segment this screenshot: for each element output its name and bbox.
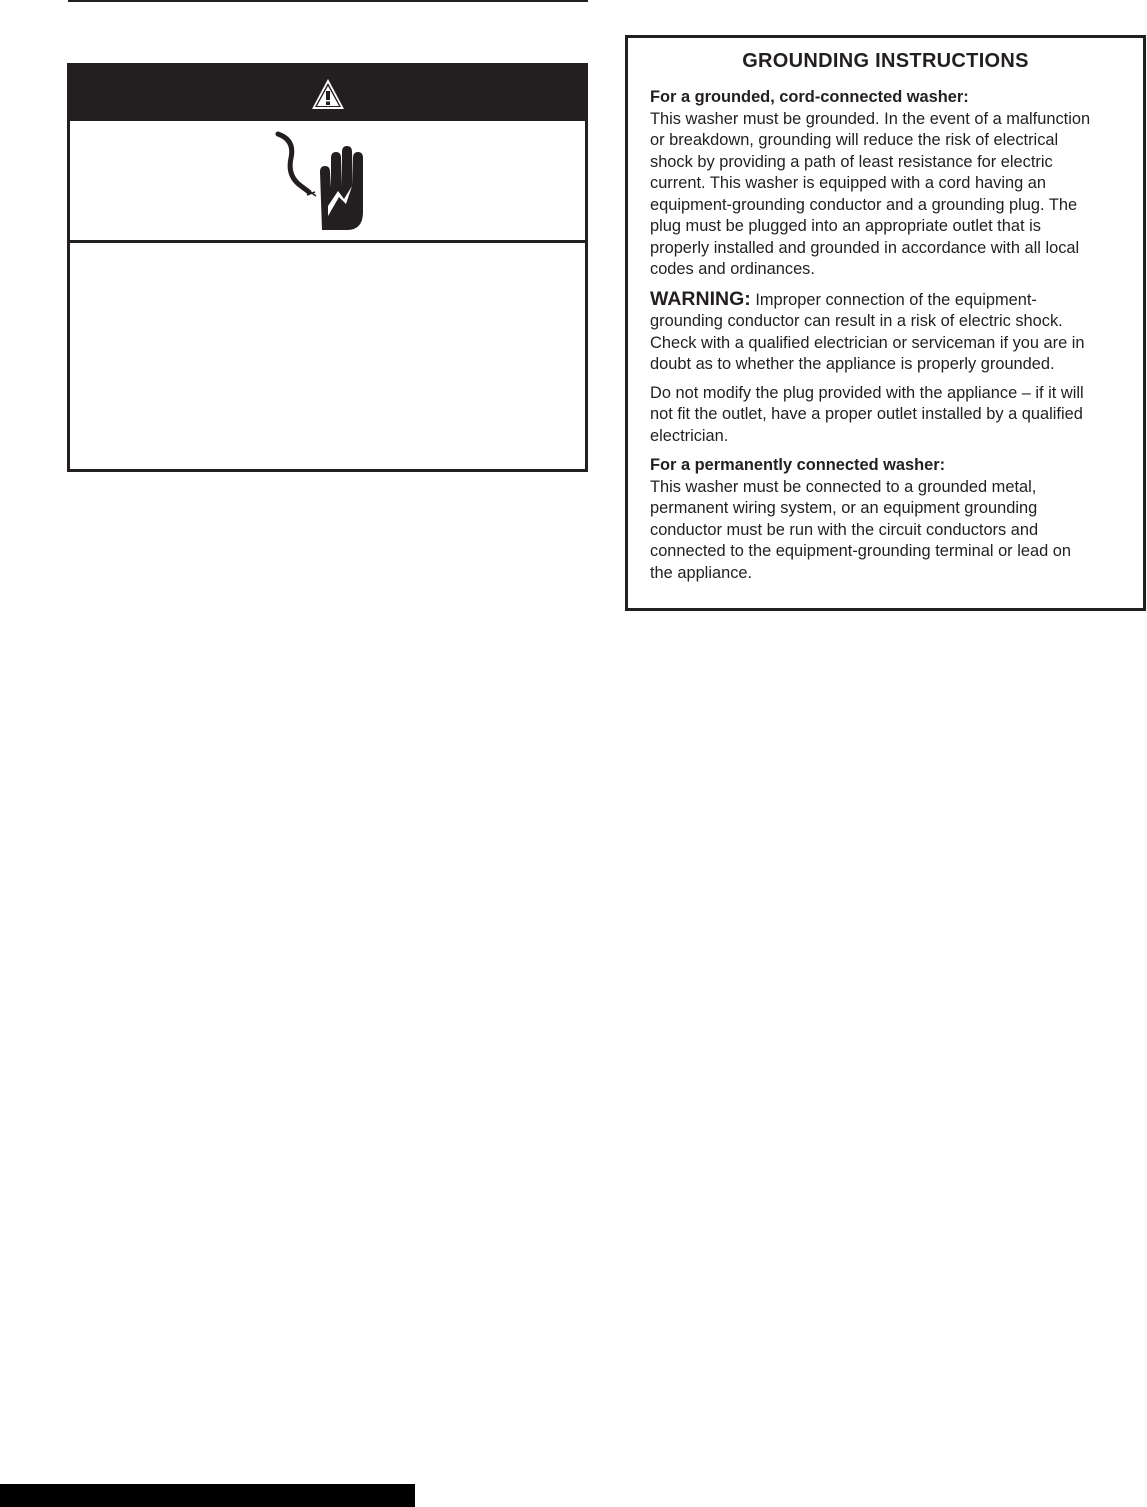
- text-line: Check with a qualified electrician or serviceman if you are in: [650, 333, 1085, 352]
- text-line: Improper connection of the equipment-: [755, 290, 1037, 309]
- text-line: the appliance.: [650, 563, 753, 582]
- warning-paragraph: [650, 289, 1143, 376]
- text-line: shock by providing a path of least resistance for electric: [650, 152, 1053, 171]
- text-line: This washer must be grounded. In the event of a malfunction: [650, 109, 1091, 128]
- text-line: conductor must be run with the circuit conductors and: [650, 520, 1039, 539]
- text-line: doubt as to whether the appliance is properly grounded.: [650, 355, 1055, 373]
- warning-label: WARNING:: [650, 287, 751, 310]
- footer-bar: [0, 1484, 415, 1507]
- grounding-instructions-box: [625, 35, 1146, 611]
- grounding-title: GROUNDING INSTRUCTIONS: [742, 50, 1029, 72]
- text-line: grounding conductor can result in a risk of electric shock.: [650, 312, 1063, 330]
- warning-header-bar: [70, 66, 585, 121]
- cord-connected-paragraph: [650, 87, 1143, 281]
- text-line: not fit the outlet, have a proper outlet installed by a qualified: [650, 405, 1083, 423]
- text-line: plug must be plugged into an appropriate outlet that is: [650, 217, 1041, 235]
- warning-triangle-icon: [311, 78, 345, 110]
- electrical-shock-hand-icon: [275, 126, 375, 234]
- top-rule: [68, 0, 588, 2]
- cord-connected-heading: For a grounded, cord-connected washer:: [650, 88, 969, 106]
- permanent-heading: For a permanently connected washer:: [650, 456, 946, 474]
- modify-plug-paragraph: [650, 383, 1143, 448]
- warning-body: [70, 243, 585, 469]
- text-line: Do not modify the plug provided with the appliance – if it will: [650, 383, 1084, 402]
- text-line: This washer must be connected to a grounded metal,: [650, 477, 1037, 496]
- text-line: or breakdown, grounding will reduce the risk of electrical: [650, 131, 1059, 149]
- text-line: electrician.: [650, 426, 729, 445]
- text-line: codes and ordinances.: [650, 260, 815, 278]
- text-line: permanent wiring system, or an equipment grounding: [650, 499, 1038, 517]
- electrical-shock-warning-box: [67, 63, 588, 472]
- text-line: properly installed and grounded in accordance with all local: [650, 238, 1080, 257]
- text-line: connected to the equipment-grounding terminal or lead on: [650, 542, 1071, 560]
- text-line: current. This washer is equipped with a cord having an: [650, 174, 1047, 192]
- warning-icon-area: [70, 121, 585, 243]
- permanently-connected-paragraph: [650, 455, 1143, 584]
- text-line: equipment-grounding conductor and a grounding plug. The: [650, 195, 1078, 214]
- warning-first-line: [650, 289, 1143, 312]
